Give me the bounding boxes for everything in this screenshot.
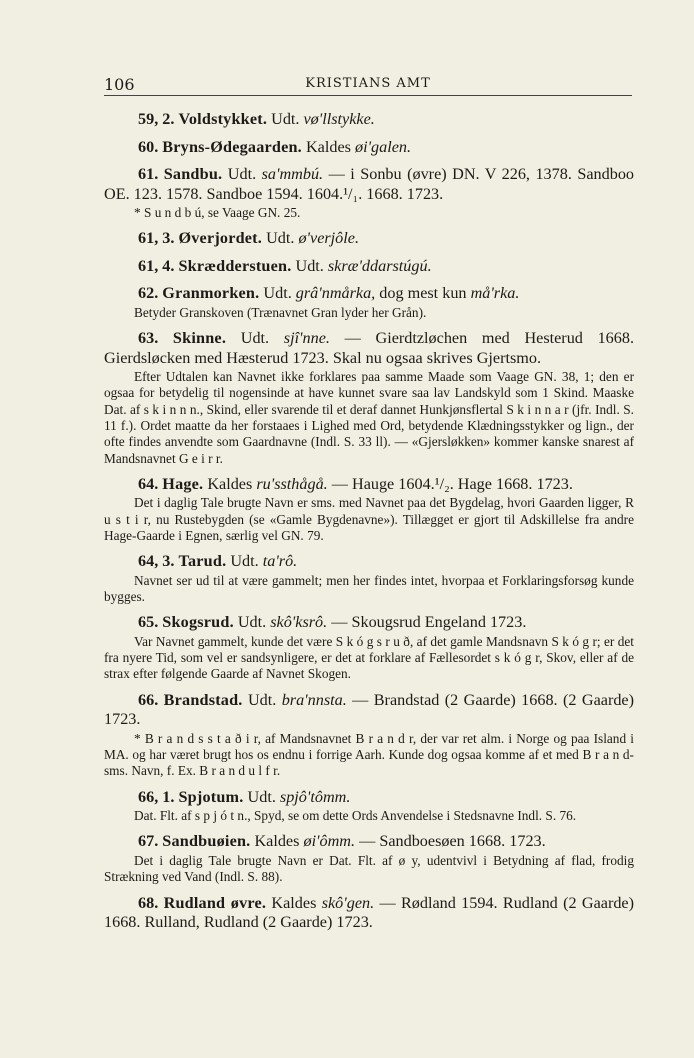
entry — [104, 284, 634, 304]
entry-number: 68. — [138, 893, 159, 912]
entry-pronunciation: må'rka. — [470, 284, 520, 303]
entry-name: Skinne. — [172, 329, 227, 348]
entry-text: — Skougsrud Engeland 1723. — [327, 613, 527, 632]
entry-pronunciation: skô'gen. — [321, 893, 375, 912]
entry — [104, 110, 634, 130]
entry — [104, 165, 634, 204]
entry-text: Udt. — [291, 256, 328, 275]
entry-name: Granmorken. — [162, 284, 260, 303]
entry-pronunciation: sa'mmbú. — [261, 165, 324, 183]
entry-text: — i Sonbu (øvre) DN. V 226, 1378. Sandboo OE. 123. 1578. Sandboe 1594. 1604.¹/₁. 1668. 1723. — [104, 165, 635, 203]
entry-pronunciation: skô'ksrô. — [270, 613, 328, 632]
entry-text: Kaldes — [203, 474, 257, 493]
entry-text: Udt. — [226, 552, 263, 571]
entry — [104, 229, 634, 249]
entry-name: Brandstad. — [163, 690, 243, 709]
page-number: 106 — [104, 75, 135, 94]
page-header — [104, 73, 632, 96]
entry-number: 62. — [138, 284, 159, 303]
entry-number: 61, 3. — [138, 229, 175, 248]
entry-pronunciation: vø'llstykke. — [303, 110, 375, 128]
entry-text: Udt. — [242, 690, 282, 709]
note-skinne: Efter Udtalen kan Navnet ikke forklares paa samme Maade som Vaage GN. 38, 1; den er ogsaa for betydelig til nogensinde at have kunnet svare saa lav Landskyld som 1 Skind. Maaske Dat. af s k i n n n., Skind, eller svarende til et deraf dannet Hunkjønsflertal S k i n n a r (jfr. Indl. S. 11 f.). Ordet maatte da her forstaaes i Lighed med Ord, betydende Klædningsstykker og lign., der ofte findes anvendte som Gaardnavne (Indl. S. 33 ll). — «Gjersløkken» kommer kanske snarest af Mandsnavnet G e i r r. — [104, 369, 634, 466]
entry-text: Kaldes — [266, 893, 322, 912]
note-spjotum: Dat. Flt. af s p j ó t n., Spyd, se om dette Ords Anvendelse i Stedsnavne Indl. S. 76. — [134, 808, 577, 824]
entry — [104, 257, 634, 277]
note-skogsrud: Var Navnet gammelt, kunde det være S k ó g s r u ð, af det gamle Mandsnavn S k ó g r; er det fra nyere Tid, som vel er sandsynligere, er det at forklare af Fællesordet s k ó g r, Skov, eller af de strax efter følgende Gaarde af Navnet Skogen. — [104, 633, 634, 682]
entry-name: Skogsrud. — [162, 613, 234, 632]
entry — [104, 832, 634, 852]
page-body — [104, 110, 634, 933]
entry-number: 66. — [138, 690, 159, 709]
entry-number: 61, 4. — [138, 256, 175, 275]
entry-text: Udt. — [233, 613, 271, 632]
entry — [104, 475, 634, 495]
running-title: KRISTIANS AMT — [305, 76, 431, 91]
entry-text: Kaldes — [250, 832, 304, 851]
entry-number: 60. — [138, 137, 159, 156]
entry-number: 66, 1. — [138, 787, 175, 806]
entry-pronunciation: øi'ômm. — [303, 832, 356, 851]
entry-text: — Gierdtzløchen med Hesterud 1668. Gierdsløcken med Hæsterud 1723. Skal nu ogsaa skrives Gjertsmo. — [104, 329, 634, 367]
entry-pronunciation: ta'rô. — [262, 552, 298, 571]
entry — [104, 329, 634, 368]
entry-number: 61. — [138, 165, 159, 183]
entry-number: 64, 3. — [138, 552, 175, 571]
entry-number: 67. — [138, 832, 159, 851]
entry — [104, 894, 634, 933]
entry-name: Sandbu. — [163, 165, 223, 183]
entry-number: 59, 2. — [138, 110, 175, 128]
entry — [104, 613, 634, 633]
entry-name: Skrædderstuen. — [178, 256, 292, 275]
note-tarud: Navnet ser ud til at være gammelt; men her findes intet, hvorpaa et Forklaringsforsøg kunde bygges. — [104, 572, 634, 605]
entry-text: Udt. — [243, 787, 280, 806]
note-sandbu: * S u n d b ú, se Vaage GN. 25. — [134, 205, 301, 220]
entry-text: — Sandboesøen 1668. 1723. — [355, 832, 546, 851]
entry-pronunciation: spjô'tômm. — [279, 787, 351, 806]
entry-text: Udt. — [262, 229, 299, 248]
entry-name: Rudland øvre. — [163, 893, 267, 912]
entry — [104, 138, 634, 158]
entry — [104, 788, 634, 808]
entry-name: Øverjordet. — [178, 229, 263, 248]
entry-pronunciation: øi'galen. — [354, 137, 412, 156]
entry-name: Hage. — [162, 474, 204, 493]
note-sandbuoien: Det i daglig Tale brugte Navn er Dat. Flt. af ø y, udentvivl i Betydning af flad, frodig Strækning ved Vand (Indl. S. 88). — [104, 852, 634, 885]
entry — [104, 691, 634, 730]
entry-text: — Brandstad (2 Gaarde) 1668. (2 Gaarde) 1723. — [104, 690, 635, 729]
entry — [104, 552, 634, 572]
entry-text: — Hauge 1604.¹/₂. Hage 1668. 1723. — [327, 474, 573, 493]
entry-text: Udt. — [259, 284, 296, 303]
entry-text: Udt. — [222, 165, 262, 183]
entry-pronunciation: skræ'ddarstúgú. — [327, 256, 432, 275]
entry-name: Voldstykket. — [178, 110, 268, 128]
entry-name: Bryns-Ødegaarden. — [162, 137, 302, 156]
entry-text: Udt. — [267, 110, 304, 128]
entry-name: Tarud. — [178, 552, 227, 571]
entry-text: — Rødland 1594. Rudland (2 Gaarde) 1668. Rulland, Rudland (2 Gaarde) 1723. — [104, 893, 634, 932]
entry-text: Kaldes — [301, 137, 355, 156]
entry-pronunciation: grâ'nmårka, — [295, 284, 376, 303]
entry-pronunciation: ru'ssthågå. — [256, 474, 328, 493]
entry-name: Sandbuøien. — [162, 832, 251, 851]
entry-pronunciation: bra'nnsta. — [281, 690, 347, 709]
entry-number: 64. — [138, 474, 159, 493]
entry-pronunciation: ø'verjôle. — [298, 229, 359, 248]
entry-text: dog mest kun — [375, 284, 471, 303]
entry-pronunciation: sjî'nne. — [283, 329, 330, 348]
note-granmorken: Betyder Granskoven (Trænavnet Gran lyder her Grån). — [134, 304, 427, 320]
entry-number: 63. — [138, 329, 159, 348]
entry-name: Spjotum. — [178, 787, 244, 806]
note-hage: Det i daglig Tale brugte Navn er sms. med Navnet paa det Bygdelag, hvori Gaarden ligger, R u s t i r, nu Rustebygden (se «Gamle Bygdenavne»). Tillægget er gjort til Adskillelse fra andre Hage-Gaarde i Egnen, særlig vel GN. 79. — [104, 495, 634, 543]
entry-text: Udt. — [226, 329, 284, 348]
entry-number: 65. — [138, 613, 159, 632]
note-brandstad: * B r a n d s s t a ð i r, af Mandsnavnet B r a n d r, der var ret alm. i Norge og paa Island i MA. og har været brugt hos os endnu i forrige Aarh. Kunde dog ogsaa komme af et med B r a n d- sms. Navn, f. Ex. B r a n d u l f r. — [104, 730, 634, 779]
